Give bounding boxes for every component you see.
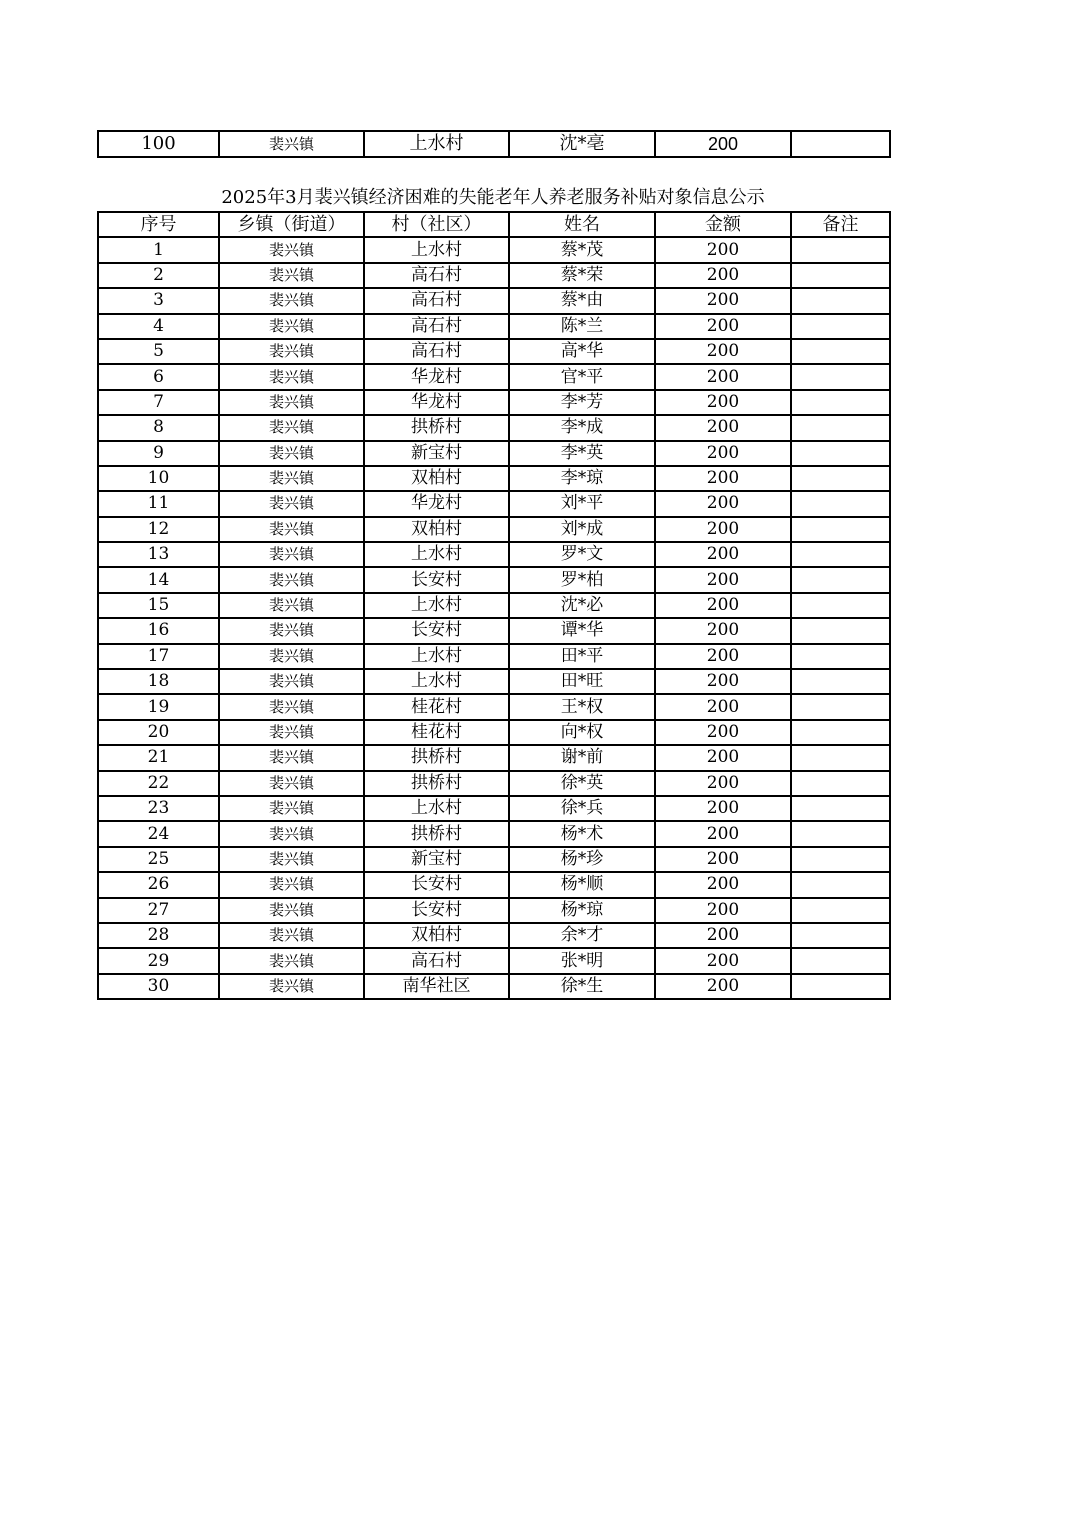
- cell-town: 裴兴镇: [219, 339, 364, 364]
- table-row: [98, 542, 890, 567]
- cell-amount: 200: [655, 644, 791, 669]
- table-row: [98, 771, 890, 796]
- cell-village: 高石村: [364, 339, 509, 364]
- cell-village: 长安村: [364, 618, 509, 643]
- table-row: [98, 745, 890, 770]
- table-row: [98, 720, 890, 745]
- table-row: [98, 314, 890, 339]
- cell-note: [791, 796, 890, 821]
- table-row: [98, 847, 890, 872]
- cell-amount: 200: [655, 390, 791, 415]
- cell-town: 裴兴镇: [219, 974, 364, 999]
- cell-no: 100: [98, 131, 219, 157]
- cell-note: [791, 898, 890, 923]
- cell-note: [791, 847, 890, 872]
- previous-page-table: [97, 130, 891, 158]
- cell-note: [791, 263, 890, 288]
- header-name: 姓名: [509, 212, 655, 237]
- cell-amount: 200: [655, 694, 791, 719]
- cell-no: 15: [98, 593, 219, 618]
- cell-village: 新宝村: [364, 441, 509, 466]
- cell-no: 5: [98, 339, 219, 364]
- cell-town: 裴兴镇: [219, 847, 364, 872]
- cell-village: 拱桥村: [364, 745, 509, 770]
- cell-note: [791, 517, 890, 542]
- cell-town: 裴兴镇: [219, 618, 364, 643]
- cell-no: 10: [98, 466, 219, 491]
- cell-note: [791, 948, 890, 973]
- cell-note: [791, 771, 890, 796]
- table-row: [98, 821, 890, 846]
- table-row: [98, 796, 890, 821]
- cell-no: 1: [98, 237, 219, 262]
- cell-amount: 200: [655, 415, 791, 440]
- cell-village: 华龙村: [364, 491, 509, 516]
- cell-village: 上水村: [364, 237, 509, 262]
- cell-note: [791, 390, 890, 415]
- cell-note: [791, 974, 890, 999]
- table-row: [98, 974, 890, 999]
- cell-note: [791, 466, 890, 491]
- cell-note: [791, 644, 890, 669]
- cell-amount: 200: [655, 948, 791, 973]
- cell-amount: 200: [655, 593, 791, 618]
- cell-name: 李*成: [509, 415, 655, 440]
- cell-no: 20: [98, 720, 219, 745]
- cell-amount: 200: [655, 288, 791, 313]
- cell-note: [791, 567, 890, 592]
- cell-no: 21: [98, 745, 219, 770]
- cell-no: 2: [98, 263, 219, 288]
- cell-name: 向*权: [509, 720, 655, 745]
- cell-note: [791, 618, 890, 643]
- cell-village: 上水村: [364, 669, 509, 694]
- cell-name: 蔡*由: [509, 288, 655, 313]
- cell-note: [791, 441, 890, 466]
- cell-note: [791, 923, 890, 948]
- subsidy-table: [97, 211, 891, 1000]
- header-town: 乡镇（街道）: [219, 212, 364, 237]
- cell-name: 沈*亳: [509, 131, 655, 157]
- table-row: [98, 415, 890, 440]
- cell-town: 裴兴镇: [219, 491, 364, 516]
- cell-amount: 200: [655, 517, 791, 542]
- header-note: 备注: [791, 212, 890, 237]
- table-row: [98, 131, 890, 157]
- cell-name: 罗*柏: [509, 567, 655, 592]
- cell-no: 16: [98, 618, 219, 643]
- cell-town: 裴兴镇: [219, 898, 364, 923]
- table-row: [98, 948, 890, 973]
- cell-note: [791, 745, 890, 770]
- cell-note: [791, 720, 890, 745]
- cell-village: 拱桥村: [364, 771, 509, 796]
- table-row: [98, 898, 890, 923]
- cell-amount: 200: [655, 339, 791, 364]
- cell-village: 高石村: [364, 263, 509, 288]
- cell-name: 杨*术: [509, 821, 655, 846]
- cell-name: 刘*平: [509, 491, 655, 516]
- cell-town: 裴兴镇: [219, 390, 364, 415]
- cell-amount: 200: [655, 923, 791, 948]
- cell-amount: 200: [655, 466, 791, 491]
- cell-note: [791, 821, 890, 846]
- cell-village: 华龙村: [364, 364, 509, 389]
- cell-name: 余*才: [509, 923, 655, 948]
- cell-no: 8: [98, 415, 219, 440]
- cell-amount: 200: [655, 669, 791, 694]
- cell-no: 26: [98, 872, 219, 897]
- cell-note: [791, 339, 890, 364]
- cell-town: 裴兴镇: [219, 466, 364, 491]
- table-row: [98, 441, 890, 466]
- table-row: [98, 466, 890, 491]
- table-row: [98, 517, 890, 542]
- cell-town: 裴兴镇: [219, 263, 364, 288]
- cell-no: 7: [98, 390, 219, 415]
- cell-no: 11: [98, 491, 219, 516]
- table-row: [98, 694, 890, 719]
- table-row: [98, 390, 890, 415]
- cell-village: 桂花村: [364, 694, 509, 719]
- cell-amount: 200: [655, 491, 791, 516]
- cell-village: 双柏村: [364, 466, 509, 491]
- cell-village: 双柏村: [364, 517, 509, 542]
- cell-name: 徐*兵: [509, 796, 655, 821]
- cell-note: [791, 542, 890, 567]
- cell-town: 裴兴镇: [219, 821, 364, 846]
- cell-note: [791, 131, 890, 157]
- cell-no: 23: [98, 796, 219, 821]
- cell-name: 谢*前: [509, 745, 655, 770]
- table-row: [98, 364, 890, 389]
- cell-town: 裴兴镇: [219, 517, 364, 542]
- cell-no: 13: [98, 542, 219, 567]
- cell-village: 华龙村: [364, 390, 509, 415]
- cell-note: [791, 237, 890, 262]
- cell-amount: 200: [655, 796, 791, 821]
- cell-note: [791, 288, 890, 313]
- cell-name: 杨*珍: [509, 847, 655, 872]
- cell-town: 裴兴镇: [219, 364, 364, 389]
- cell-name: 田*平: [509, 644, 655, 669]
- cell-town: 裴兴镇: [219, 288, 364, 313]
- header-amount: 金额: [655, 212, 791, 237]
- cell-no: 24: [98, 821, 219, 846]
- cell-town: 裴兴镇: [219, 948, 364, 973]
- cell-no: 12: [98, 517, 219, 542]
- cell-name: 蔡*荣: [509, 263, 655, 288]
- cell-village: 高石村: [364, 948, 509, 973]
- cell-town: 裴兴镇: [219, 567, 364, 592]
- cell-town: 裴兴镇: [219, 923, 364, 948]
- cell-no: 3: [98, 288, 219, 313]
- cell-no: 29: [98, 948, 219, 973]
- table-row: [98, 237, 890, 262]
- cell-amount: 200: [655, 441, 791, 466]
- cell-amount: 200: [655, 618, 791, 643]
- cell-name: 蔡*茂: [509, 237, 655, 262]
- cell-village: 南华社区: [364, 974, 509, 999]
- cell-town: 裴兴镇: [219, 872, 364, 897]
- cell-no: 19: [98, 694, 219, 719]
- cell-village: 拱桥村: [364, 821, 509, 846]
- cell-no: 9: [98, 441, 219, 466]
- cell-town: 裴兴镇: [219, 593, 364, 618]
- cell-amount: 200: [655, 771, 791, 796]
- cell-town: 裴兴镇: [219, 415, 364, 440]
- cell-town: 裴兴镇: [219, 542, 364, 567]
- cell-amount: 200: [655, 898, 791, 923]
- cell-name: 徐*英: [509, 771, 655, 796]
- cell-name: 徐*生: [509, 974, 655, 999]
- cell-town: 裴兴镇: [219, 669, 364, 694]
- cell-no: 17: [98, 644, 219, 669]
- cell-town: 裴兴镇: [219, 796, 364, 821]
- cell-town: 裴兴镇: [219, 694, 364, 719]
- table-row: [98, 618, 890, 643]
- cell-name: 高*华: [509, 339, 655, 364]
- cell-town: 裴兴镇: [219, 131, 364, 157]
- table-row: [98, 491, 890, 516]
- cell-name: 李*芳: [509, 390, 655, 415]
- cell-name: 陈*兰: [509, 314, 655, 339]
- cell-note: [791, 694, 890, 719]
- cell-village: 拱桥村: [364, 415, 509, 440]
- cell-no: 22: [98, 771, 219, 796]
- table-row: [98, 593, 890, 618]
- cell-town: 裴兴镇: [219, 745, 364, 770]
- cell-amount: 200: [655, 821, 791, 846]
- cell-town: 裴兴镇: [219, 720, 364, 745]
- cell-amount: 200: [655, 263, 791, 288]
- cell-note: [791, 491, 890, 516]
- table-row: [98, 288, 890, 313]
- cell-amount: 200: [655, 847, 791, 872]
- cell-name: 官*平: [509, 364, 655, 389]
- document-title: 2025年3月裴兴镇经济困难的失能老年人养老服务补贴对象信息公示: [221, 187, 765, 208]
- cell-name: 王*权: [509, 694, 655, 719]
- cell-amount: 200: [655, 745, 791, 770]
- cell-amount: 200: [655, 364, 791, 389]
- cell-name: 李*英: [509, 441, 655, 466]
- cell-amount: 200: [655, 237, 791, 262]
- cell-amount: 200: [655, 872, 791, 897]
- cell-village: 桂花村: [364, 720, 509, 745]
- cell-note: [791, 415, 890, 440]
- cell-town: 裴兴镇: [219, 771, 364, 796]
- cell-amount: 200: [655, 974, 791, 999]
- table-row: [98, 644, 890, 669]
- cell-name: 沈*必: [509, 593, 655, 618]
- cell-name: 谭*华: [509, 618, 655, 643]
- cell-name: 田*旺: [509, 669, 655, 694]
- table-row: [98, 263, 890, 288]
- cell-name: 罗*文: [509, 542, 655, 567]
- cell-town: 裴兴镇: [219, 237, 364, 262]
- cell-village: 上水村: [364, 131, 509, 157]
- cell-village: 双柏村: [364, 923, 509, 948]
- cell-note: [791, 669, 890, 694]
- cell-village: 上水村: [364, 796, 509, 821]
- cell-no: 30: [98, 974, 219, 999]
- cell-amount: 200: [655, 131, 791, 157]
- cell-amount: 200: [655, 542, 791, 567]
- header-no: 序号: [98, 212, 219, 237]
- cell-no: 25: [98, 847, 219, 872]
- cell-town: 裴兴镇: [219, 644, 364, 669]
- cell-no: 14: [98, 567, 219, 592]
- cell-village: 高石村: [364, 314, 509, 339]
- cell-name: 李*琼: [509, 466, 655, 491]
- cell-no: 18: [98, 669, 219, 694]
- cell-village: 上水村: [364, 593, 509, 618]
- header-village: 村（社区）: [364, 212, 509, 237]
- cell-name: 刘*成: [509, 517, 655, 542]
- cell-no: 4: [98, 314, 219, 339]
- cell-amount: 200: [655, 720, 791, 745]
- table-row: [98, 669, 890, 694]
- cell-town: 裴兴镇: [219, 441, 364, 466]
- cell-note: [791, 314, 890, 339]
- cell-village: 上水村: [364, 542, 509, 567]
- table-row: [98, 339, 890, 364]
- table-row: [98, 923, 890, 948]
- table-row: [98, 872, 890, 897]
- cell-name: 杨*顺: [509, 872, 655, 897]
- table-row: [98, 567, 890, 592]
- cell-village: 长安村: [364, 567, 509, 592]
- cell-amount: 200: [655, 567, 791, 592]
- cell-village: 上水村: [364, 644, 509, 669]
- cell-village: 高石村: [364, 288, 509, 313]
- cell-no: 27: [98, 898, 219, 923]
- cell-note: [791, 593, 890, 618]
- cell-village: 新宝村: [364, 847, 509, 872]
- cell-note: [791, 872, 890, 897]
- cell-village: 长安村: [364, 872, 509, 897]
- cell-no: 6: [98, 364, 219, 389]
- header-row: [98, 212, 890, 237]
- cell-name: 杨*琼: [509, 898, 655, 923]
- cell-amount: 200: [655, 314, 791, 339]
- cell-town: 裴兴镇: [219, 314, 364, 339]
- cell-no: 28: [98, 923, 219, 948]
- cell-name: 张*明: [509, 948, 655, 973]
- cell-note: [791, 364, 890, 389]
- cell-village: 长安村: [364, 898, 509, 923]
